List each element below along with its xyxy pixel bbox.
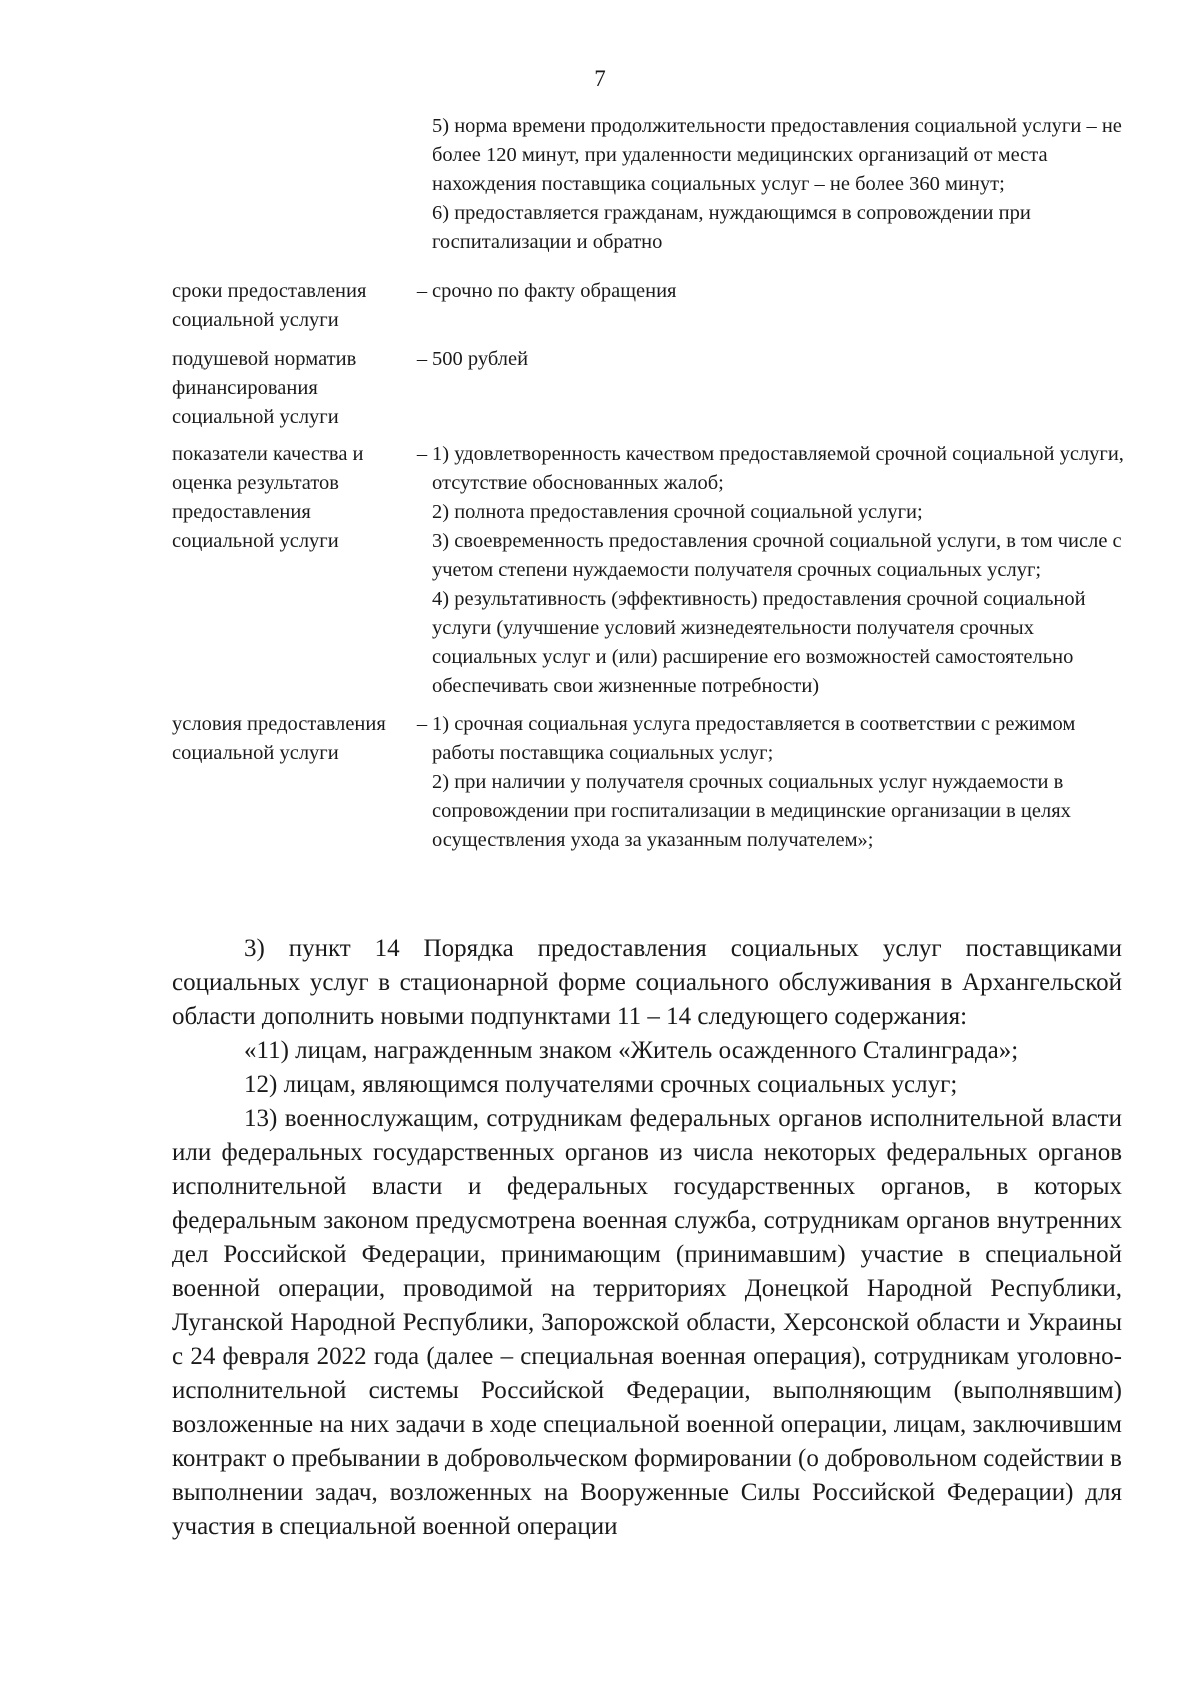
row-value-item: 3) своевременность предоставления срочной социальной услуги, в том числе с учетом степени нуждаемости получателя срочных социальных услуг; — [432, 530, 1122, 581]
paragraph: 12) лицам, являющимся получателями срочных социальных услуг; — [244, 1071, 958, 1098]
row-value-item: 2) полнота предоставления срочной социальной услуги; — [432, 501, 923, 523]
row-value-item: 500 рублей — [432, 348, 529, 370]
continuation-item: 6) предоставляется гражданам, нуждающимся в сопровождении при госпитализации и обратно — [432, 202, 1031, 253]
page-number: 7 — [594, 66, 606, 91]
row-label: подушевой норматив финансирования социальной услуги — [172, 348, 357, 428]
row-value-item: 4) результативность (эффективность) предоставления срочной социальной услуги (улучшение условий жизнедеятельности получателя срочных социальных услуг и (или) расширение его возможностей самостоятельно обеспечивать свои жизненные потребности) — [432, 588, 1086, 697]
row-value-item: 1) срочная социальная услуга предоставляется в соответствии с режимом работы поставщика социальных услуг; — [432, 713, 1076, 764]
continuation-item: 5) норма времени продолжительности предоставления социальной услуги – не более 120 минут, при удаленности медицинских организаций от места нахождения поставщика социальных услуг – не более 360 минут; — [432, 115, 1122, 195]
row-label: условия предоставления социальной услуги — [172, 713, 386, 764]
row-label: показатели качества и оценка результатов предоставления социальной услуги — [172, 443, 364, 552]
row-value-item: срочно по факту обращения — [432, 280, 677, 302]
row-value — [432, 440, 1134, 701]
row-value — [432, 345, 1134, 374]
row-label: сроки предоставления социальной услуги — [172, 280, 367, 331]
row-dash: – — [416, 348, 428, 370]
paragraph: «11) лицам, награжденным знаком «Житель осажденного Сталинграда»; — [244, 1037, 1019, 1064]
paragraph: 13) военнослужащим, сотрудникам федеральных органов исполнительной власти или федеральных государственных органов из числа некоторых федеральных органов исполнительной власти и федеральных государственных органов, в которых федеральным законом предусмотрена военная служба, сотрудникам органов внутренних дел Российской Федерации, принимающим (принимавшим) участие в специальной военной операции, проводимой на территориях Донецкой Народной Республики, Луганской Народной Республики, Запорожской области, Херсонской области и Украины с 24 февраля 2022 года (далее – специальная военная операция), сотрудникам уголовно-исполнительной системы Российской Федерации, выполняющим (выполнявшим) возложенные на них задачи в ходе специальной военной операции, лицам, заключившим контракт о пребывании в добровольческом формировании (о добровольном содействии в выполнении задач, возложенных на Вооруженные Силы Российской Федерации) для участия в специальной военной операции — [172, 1105, 1122, 1540]
row-dash: – — [416, 443, 428, 465]
row-dash: – — [416, 713, 428, 735]
main-text — [172, 932, 1122, 1544]
paragraph: 3) пункт 14 Порядка предоставления социальных услуг поставщиками социальных услуг в стационарной форме социального обслуживания в Архангельской области дополнить новыми подпунктами 11 – 14 следующего содержания: — [172, 935, 1122, 1030]
row-value — [432, 277, 1134, 306]
row-value-item: 1) удовлетворенность качеством предоставляемой срочной социальной услуги, отсутствие обоснованных жалоб; — [432, 443, 1124, 494]
row-value-item: 2) при наличии у получателя срочных социальных услуг нуждаемости в сопровождении при госпитализации в медицинские организации в целях осуществления ухода за указанным получателем»; — [432, 771, 1071, 851]
row-value — [432, 710, 1134, 855]
continuation-block — [432, 112, 1132, 257]
row-dash: – — [416, 280, 428, 302]
